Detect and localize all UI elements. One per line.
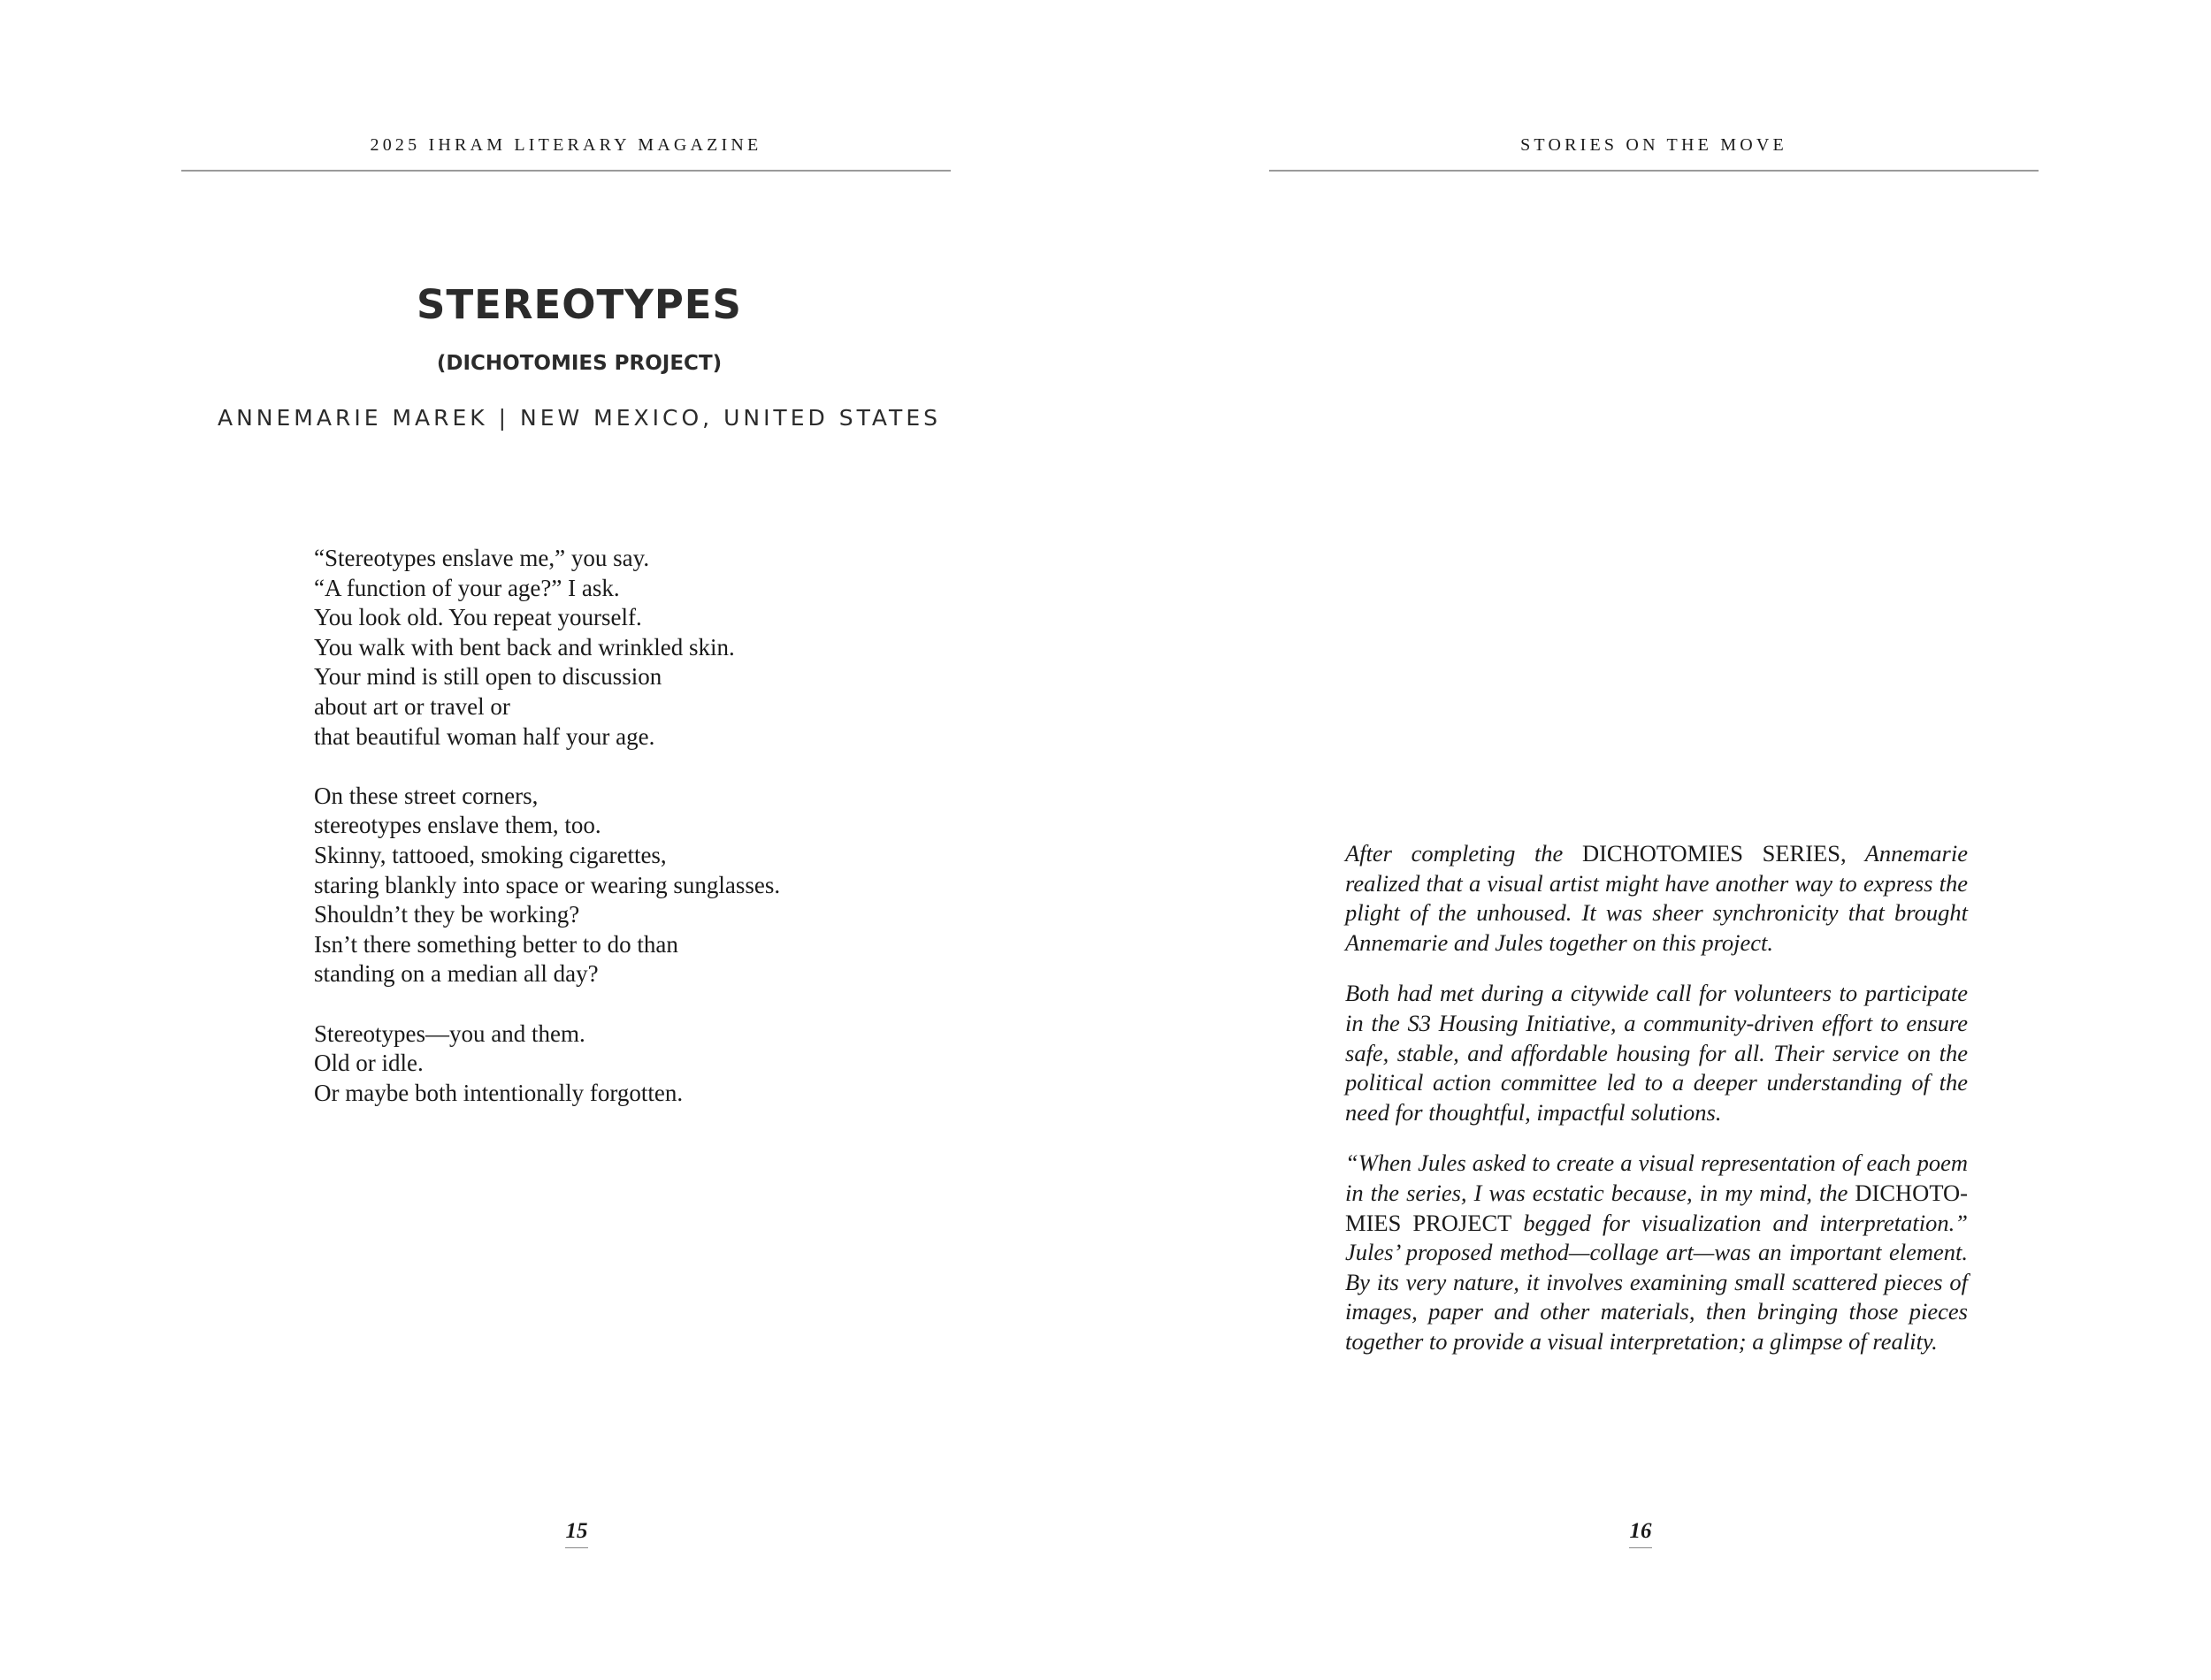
page-number-left: 15 xyxy=(565,1519,588,1543)
paragraph-3 xyxy=(1345,1149,1968,1356)
paragraph-2: Both had met during a citywide call for volunteers to participate in the S3 Housing Initiative, a community-driven effort to ensure safe, stable, and affordable housing for all. Their service on the political action committee led to a deeper understanding of the need for thoughtful, impactful solutions. xyxy=(1345,980,1968,1126)
paragraph-1-rest: Annemarie realized that a visual artist might have another way to express the plight of the unhoused. It was sheer synchronicity that brought Annemarie and Jules together on this project. xyxy=(1345,840,1968,956)
poem-line: Isn’t there something better to do than xyxy=(314,930,678,958)
header-rule-right xyxy=(1269,170,2039,172)
poem-line: staring blankly into space or wearing sunglasses. xyxy=(314,871,781,898)
running-header-right: STORIES ON THE MOVE xyxy=(1520,135,1787,155)
poem-stanza xyxy=(314,1019,951,1109)
poem-line: You look old. You repeat yourself. xyxy=(314,604,642,631)
poem-line: Skinny, tattooed, smoking cigarettes, xyxy=(314,841,667,868)
poem-line: about art or travel or xyxy=(314,692,510,720)
poem-line: that beautiful woman half your age. xyxy=(314,722,655,750)
poem-body xyxy=(314,544,951,1108)
paragraph-1-lead: After completing the xyxy=(1345,840,1582,867)
afterword-text xyxy=(1345,839,1968,1357)
poem-line: You walk with bent back and wrinkled skin. xyxy=(314,633,735,661)
poem-line: “Stereotypes enslave me,” you say. xyxy=(314,545,650,571)
poem-line: Your mind is still open to discussion xyxy=(314,663,662,691)
author-byline: ANNEMARIE MAREK | NEW MEXICO, UNITED STATES xyxy=(218,405,941,431)
poem-subtitle: (DICHOTOMIES PROJECT) xyxy=(436,352,723,375)
series-name: DICHOTOMIES SERIES, xyxy=(1581,840,1847,867)
poem-line: Shouldn’t they be working? xyxy=(314,901,580,928)
header-rule-left xyxy=(181,170,951,172)
running-header-left: 2025 IHRAM LITERARY MAGAZINE xyxy=(370,135,762,155)
paragraph-3-lead: “When Jules asked to create a visual representation of each poem in the series, I was ecstatic because, in my mind, the xyxy=(1345,1149,1968,1206)
poem-stanza xyxy=(314,544,951,752)
page-number-underline-left xyxy=(565,1547,588,1548)
poem-line: “A function of your age?” I ask. xyxy=(314,574,620,601)
poem-line: Old or idle. xyxy=(314,1050,424,1077)
poem-line: Or maybe both intentionally forgotten. xyxy=(314,1079,684,1106)
project-name: DICHOTOMIES PROJECT xyxy=(1345,1179,1968,1236)
page-number-right: 16 xyxy=(1629,1519,1652,1543)
poem-stanza xyxy=(314,782,951,989)
paragraph-3-rest: begged for visualization and interpretation.” Jules’ proposed method—collage art—was an important element. By its very nature, it involves examining small scattered pieces of images, paper and other materials, then bringing those pieces together to provide a visual interpretation; a glimpse of reality. xyxy=(1345,1209,1968,1355)
poem-line: On these street corners, xyxy=(314,782,539,809)
right-page xyxy=(1106,0,2211,1680)
poem-line: stereotypes enslave them, too. xyxy=(314,812,601,839)
poem-line: standing on a median all day? xyxy=(314,960,599,988)
poem-title: STEREOTYPES xyxy=(417,281,742,328)
page-number-underline-right xyxy=(1629,1547,1652,1548)
paragraph-1 xyxy=(1345,839,1968,958)
poem-line: Stereotypes—you and them. xyxy=(314,1019,585,1047)
